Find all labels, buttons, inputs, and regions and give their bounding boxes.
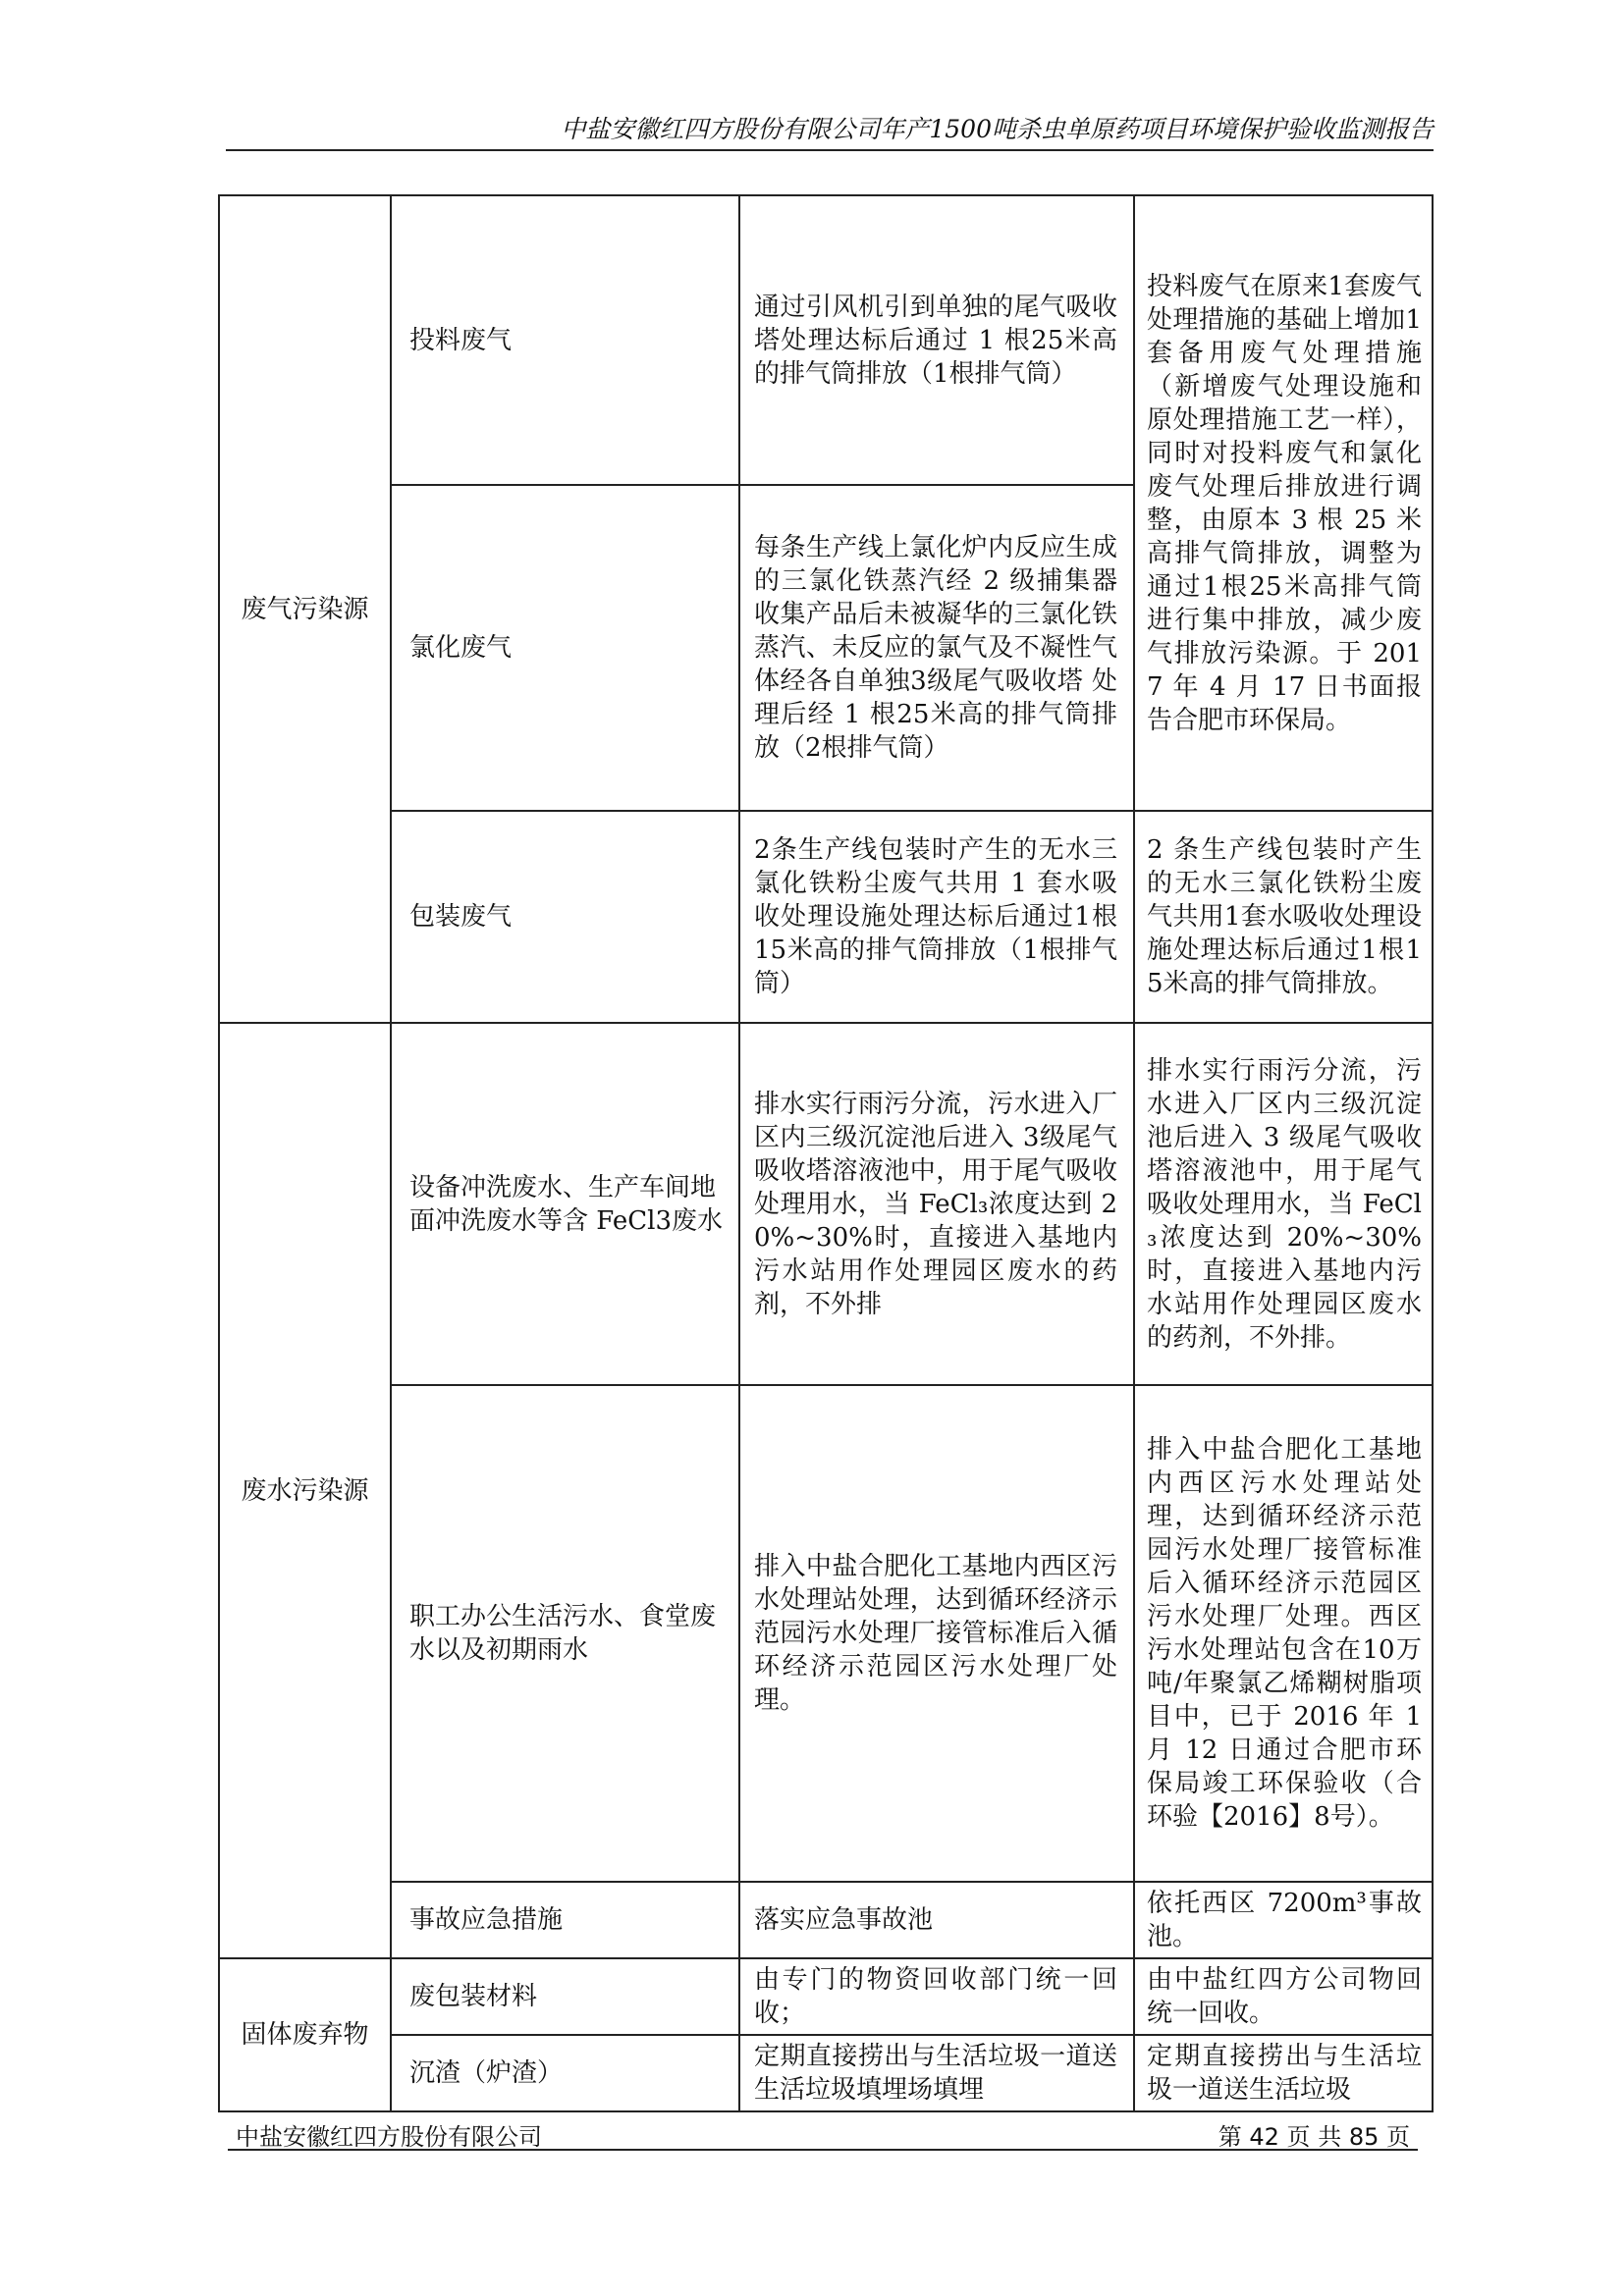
actual-cell: 定期直接捞出与生活垃圾一道送生活垃圾 [1134, 2035, 1433, 2111]
header-rule [226, 149, 1434, 151]
actual-cell: 2 条生产线包装时产生的无水三氯化铁粉尘废气共用1套水吸收处理设施处理达标后通过1根15米高的排气筒排放。 [1134, 811, 1433, 1023]
category-cell: 废水污染源 [219, 1023, 391, 1958]
footer-page-number: 第 42 页 共 85 页 [1218, 2123, 1410, 2151]
item-cell: 事故应急措施 [391, 1882, 739, 1958]
measure-cell: 定期直接捞出与生活垃圾一道送生活垃圾填埋场填埋 [739, 2035, 1134, 2111]
table-row [219, 1882, 1433, 1958]
table-row [219, 1958, 1433, 2035]
table-row [219, 1023, 1433, 1385]
measure-cell: 落实应急事故池 [739, 1882, 1134, 1958]
actual-cell: 由中盐红四方公司物回统一回收。 [1134, 1958, 1433, 2035]
actual-cell: 依托西区 7200m³事故池。 [1134, 1882, 1433, 1958]
table-row [219, 2035, 1433, 2111]
measure-cell: 通过引风机引到单独的尾气吸收塔处理达标后通过 1 根25米高的排气筒排放（1根排气筒） [739, 195, 1134, 485]
category-cell: 固体废弃物 [219, 1958, 391, 2111]
page-footer [228, 2117, 1418, 2151]
item-cell: 设备冲洗废水、生产车间地面冲洗废水等含 FeCl3废水 [391, 1023, 739, 1385]
category-cell: 废气污染源 [219, 195, 391, 1023]
measure-cell: 每条生产线上氯化炉内反应生成的三氯化铁蒸汽经 2 级捕集器收集产品后未被凝华的三氯化铁蒸汽、未反应的氯气及不凝性气体经各自单独3级尾气吸收塔 处理后经 1 根25米高的排气筒排放（2根排气筒） [739, 485, 1134, 811]
table-row [219, 811, 1433, 1023]
item-cell: 氯化废气 [391, 485, 739, 811]
item-cell: 沉渣（炉渣） [391, 2035, 739, 2111]
measure-cell: 排水实行雨污分流，污水进入厂区内三级沉淀池后进入 3级尾气吸收塔溶液池中，用于尾气吸收处理用水，当 FeCl₃浓度达到 20%~30%时，直接进入基地内污水站用作处理园区废水的药剂，不外排 [739, 1023, 1134, 1385]
actual-cell: 投料废气在原来1套废气处理措施的基础上增加1套备用废气处理措施（新增废气处理设施和原处理措施工艺一样），同时对投料废气和氯化废气处理后排放进行调整，由原本 3 根 25 米高排气筒排放，调整为通过1根25米高排气筒进行集中排放，减少废气排放污染源。于 2017 年 4 月 17 日书面报告合肥市环保局。 [1134, 195, 1433, 811]
item-cell: 废包装材料 [391, 1958, 739, 2035]
footer-company: 中盐安徽红四方股份有限公司 [236, 2123, 542, 2151]
measure-cell: 2条生产线包装时产生的无水三氯化铁粉尘废气共用 1 套水吸收处理设施处理达标后通过1根15米高的排气筒排放（1根排气筒） [739, 811, 1134, 1023]
item-cell: 投料废气 [391, 195, 739, 485]
measure-cell: 排入中盐合肥化工基地内西区污水处理站处理，达到循环经济示范园污水处理厂接管标准后入循环经济示范园区污水处理厂处理。 [739, 1385, 1134, 1882]
item-cell: 包装废气 [391, 811, 739, 1023]
table-row [219, 195, 1433, 485]
actual-cell: 排入中盐合肥化工基地内西区污水处理站处理，达到循环经济示范园污水处理厂接管标准后入循环经济示范园区污水处理厂处理。西区污水处理站包含在10万吨/年聚氯乙烯糊树脂项目中，已于 2016 年 1 月 12 日通过合肥市环保局竣工环保验收（合环验【2016】8号）。 [1134, 1385, 1433, 1882]
measures-table [218, 194, 1434, 2112]
page-header-title: 中盐安徽红四方股份有限公司年产1500吨杀虫单原药项目环境保护验收监测报告 [561, 115, 1434, 143]
item-cell: 职工办公生活污水、食堂废水以及初期雨水 [391, 1385, 739, 1882]
table-row [219, 1385, 1433, 1882]
measure-cell: 由专门的物资回收部门统一回收； [739, 1958, 1134, 2035]
actual-cell: 排水实行雨污分流，污水进入厂区内三级沉淀池后进入 3 级尾气吸收塔溶液池中，用于尾气吸收处理用水，当 FeCl₃浓度达到 20%~30%时，直接进入基地内污水站用作处理园区废水的药剂，不外排。 [1134, 1023, 1433, 1385]
